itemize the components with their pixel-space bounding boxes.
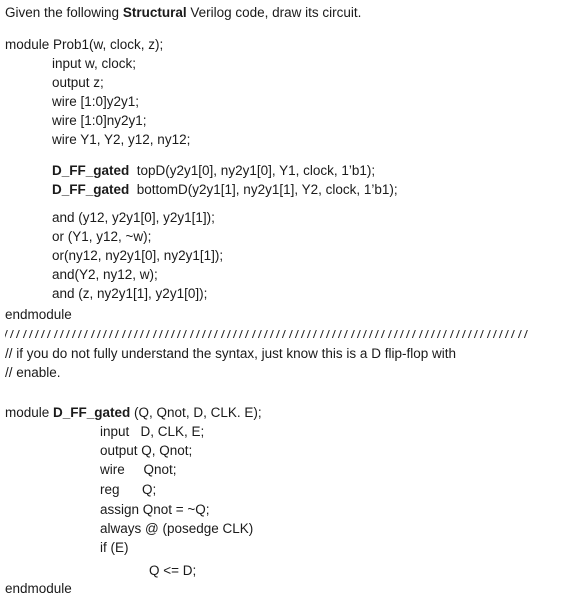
dff-header <box>5 404 262 422</box>
dff-line: if (E) <box>100 540 129 555</box>
dff-line: input D, CLK, E; <box>100 424 205 439</box>
prob1-gate: or(ny12, ny2y1[0], ny2y1[1]); <box>52 248 224 263</box>
prob1-decl: wire [1:0]ny2y1; <box>52 113 147 128</box>
dff-header-pre: module <box>5 405 54 420</box>
prob1-gate: and (z, ny2y1[1], y2y1[0]); <box>52 286 208 301</box>
prob1-gate: or (Y1, y12, ~w); <box>52 229 152 244</box>
prob1-decl: wire [1:0]y2y1; <box>52 94 140 109</box>
prob1-instance-top <box>52 162 375 180</box>
instance-args: topD(y2y1[0], ny2y1[0], Y1, clock, 1’b1); <box>129 163 376 178</box>
prob1-endmodule: endmodule <box>5 307 72 322</box>
prob1-gate: and(Y2, ny12, w); <box>52 267 158 282</box>
dff-line: output Q, Qnot; <box>100 443 193 458</box>
dff-endmodule: endmodule <box>5 581 72 596</box>
dff-line: reg Q; <box>100 482 157 497</box>
prob1-decl: input w, clock; <box>52 56 137 71</box>
dff-header-name: D_FF_gated <box>53 405 131 420</box>
intro-line <box>5 4 361 22</box>
instance-type: D_FF_gated <box>52 163 130 178</box>
intro-bold: Structural <box>122 5 187 20</box>
dff-header-post: (Q, Qnot, D, CLK. E); <box>130 405 262 420</box>
dff-assignment: Q <= D; <box>149 563 197 578</box>
intro-post: Verilog code, draw its circuit. <box>186 5 362 20</box>
dff-line: wire Qnot; <box>100 462 177 477</box>
prob1-decl: wire Y1, Y2, y12, ny12; <box>52 132 191 147</box>
instance-args: bottomD(y2y1[1], ny2y1[1], Y2, clock, 1’b1); <box>129 182 398 197</box>
note-line: // if you do not fully understand the syntax, just know this is a D flip-flop with <box>5 346 456 361</box>
intro-pre: Given the following <box>5 5 123 20</box>
prob1-instance-bottom <box>52 181 398 199</box>
prob1-decl: output z; <box>52 75 104 90</box>
prob1-header: module Prob1(w, clock, z); <box>5 37 164 52</box>
prob1-gate: and (y12, y2y1[0], y2y1[1]); <box>52 210 215 225</box>
comment-divider <box>5 328 535 338</box>
dff-line: assign Qnot = ~Q; <box>100 502 210 517</box>
dff-line: always @ (posedge CLK) <box>100 521 254 536</box>
instance-type: D_FF_gated <box>52 182 130 197</box>
note-line: // enable. <box>5 365 61 380</box>
